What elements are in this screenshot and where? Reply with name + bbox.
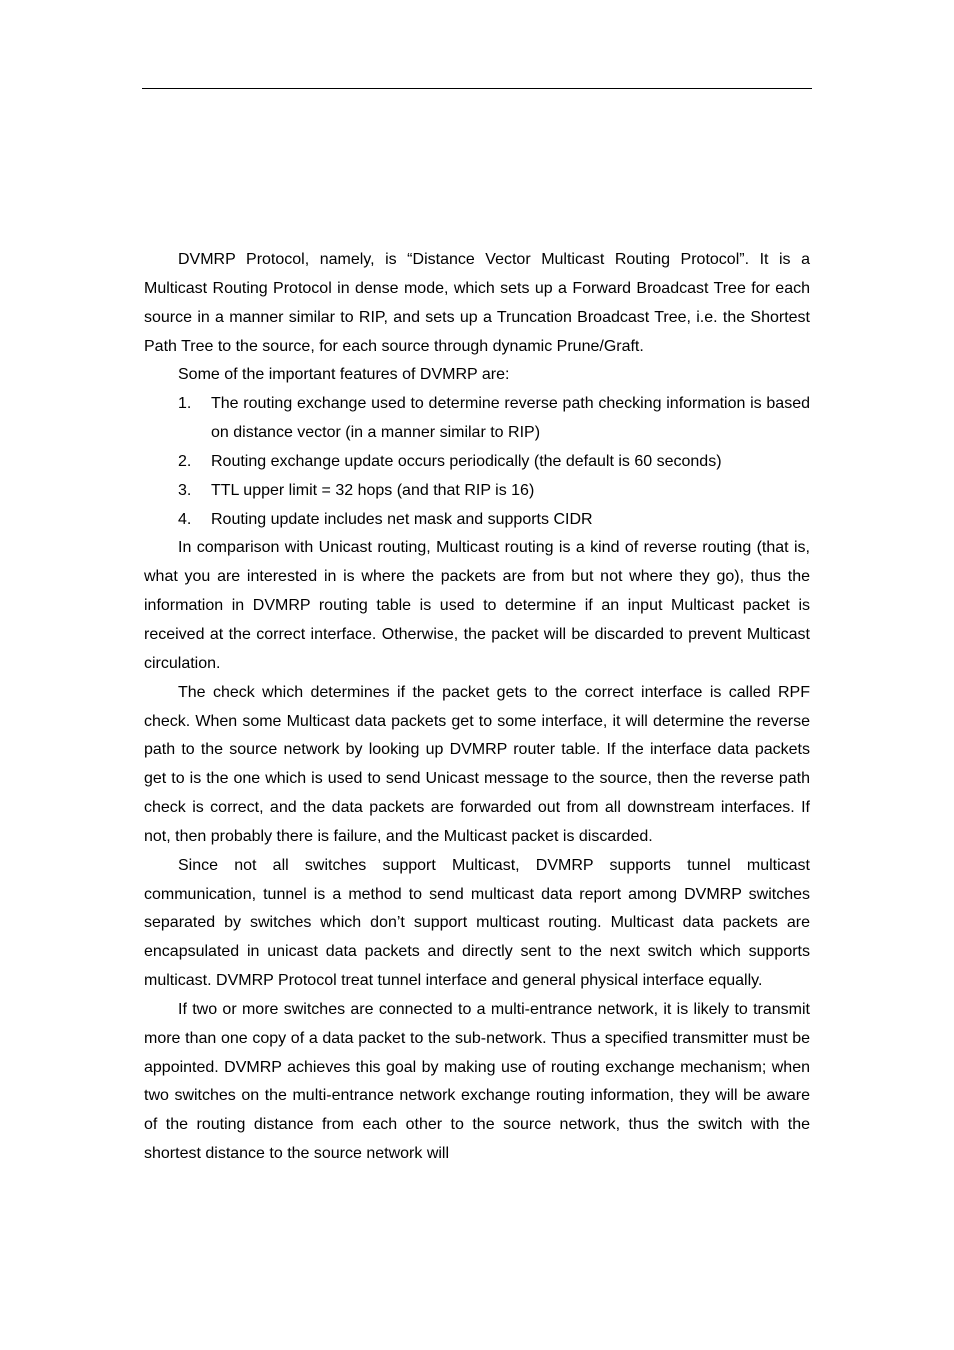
list-item-number: 2. <box>178 452 192 470</box>
header-rule <box>142 88 812 89</box>
list-item-text: Routing update includes net mask and supports CIDR <box>211 510 593 528</box>
intro-paragraph: DVMRP Protocol, namely, is “Distance Vector Multicast Routing Protocol”. It is a Multicast Routing Protocol in dense mode, which sets up a Forward Broadcast Tree for each source in a manner similar to RIP, and sets up a Truncation Broadcast Tree, i.e. the Shortest Path Tree to the source, for each source through dynamic Prune/Graft. <box>144 251 810 355</box>
comparison-paragraph: In comparison with Unicast routing, Multicast routing is a kind of reverse routing (that is, what you are interested in is where the packets are from but not where they go), thus the information in DVMRP routing table is used to determine if an input Multicast packet is received at the correct interface. Otherwise, the packet will be discarded to prevent Multicast circulation. <box>144 539 810 672</box>
document-body <box>144 246 810 1169</box>
list-item <box>144 448 810 477</box>
features-list <box>144 390 810 534</box>
list-item <box>144 390 810 448</box>
multi-entrance-paragraph: If two or more switches are connected to a multi-entrance network, it is likely to transmit more than one copy of a data packet to the sub-network. Thus a specified transmitter must be appointed. DVMRP achieves this goal by making use of routing exchange mechanism; when two switches on the multi-entrance network exchange routing information, they will be aware of the routing distance from each other to the source network, thus the switch with the shortest distance to the source network will <box>144 1000 810 1163</box>
list-item-text: The routing exchange used to determine reverse path checking information is based on distance vector (in a manner similar to RIP) <box>211 395 810 442</box>
list-item-number: 4. <box>178 510 192 528</box>
rpf-check-paragraph: The check which determines if the packet gets to the correct interface is called RPF check. When some Multicast data packets get to some interface, it will determine the reverse path to the source network by looking up DVMRP router table. If the interface data packets get to is the one which is used to send Unicast message to the source, then the reverse path check is correct, and the data packets are forwarded out from all downstream interfaces. If not, then probably there is failure, and the Multicast packet is discarded. <box>144 683 810 845</box>
list-item-number: 3. <box>178 481 192 499</box>
features-intro: Some of the important features of DVMRP are: <box>178 366 510 384</box>
tunnel-paragraph: Since not all switches support Multicast, DVMRP supports tunnel multicast communication, tunnel is a method to send multicast data report among DVMRP switches separated by switches which don’t support multicast routing. Multicast data packets are encapsulated in unicast data packets and directly sent to the next switch which supports multicast. DVMRP Protocol treat tunnel interface and general physical interface equally. <box>144 856 810 990</box>
list-item <box>144 477 810 506</box>
list-item-number: 1. <box>178 395 192 413</box>
list-item-text: TTL upper limit = 32 hops (and that RIP is 16) <box>211 481 535 499</box>
list-item <box>144 506 810 535</box>
list-item-text: Routing exchange update occurs periodically (the default is 60 seconds) <box>211 452 722 470</box>
